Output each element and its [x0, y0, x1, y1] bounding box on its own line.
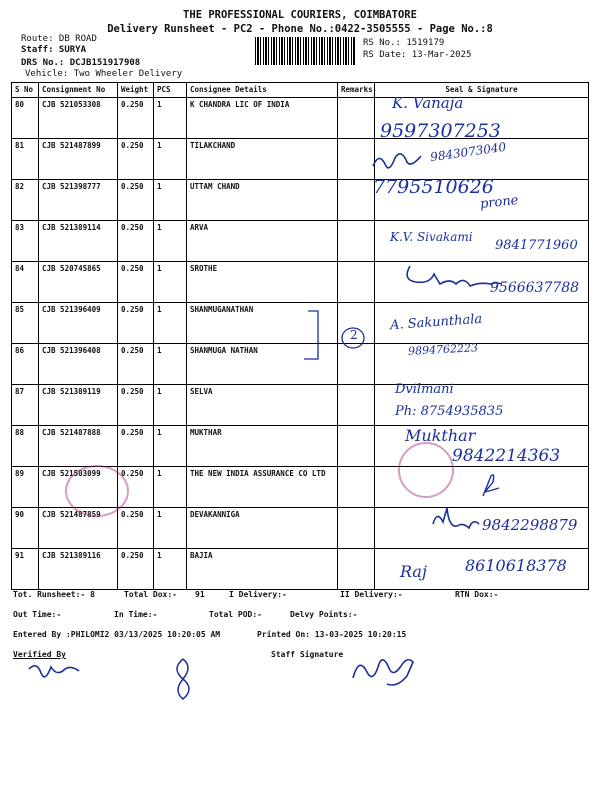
- cell-weight: 0.250: [118, 508, 154, 549]
- cell-weight: 0.250: [118, 139, 154, 180]
- table-row: [12, 98, 589, 139]
- verifier-signature: [25, 655, 85, 685]
- cell-pcs: 1: [154, 262, 187, 303]
- cell-pcs: 1: [154, 139, 187, 180]
- runsheet-subtitle: Delivery Runsheet - PC2 - Phone No.:0422-3505555 - Page No.:8: [107, 23, 493, 35]
- cell-consignee: SHANMUGANATHAN: [187, 303, 338, 344]
- handwritten-phone: 9842214363: [452, 446, 561, 466]
- verified-by-label: Verified By: [13, 650, 66, 659]
- cell-consignment: CJB 521487859: [39, 508, 118, 549]
- cell-signature: [375, 344, 589, 385]
- barcode: [255, 37, 355, 65]
- cell-remarks: [338, 98, 375, 139]
- cell-remarks: [338, 221, 375, 262]
- cell-remarks: [338, 508, 375, 549]
- cell-consignment: CJB 521503099: [39, 467, 118, 508]
- handwritten-phone: 9841771960: [495, 238, 578, 253]
- cell-consignee: UTTAM CHAND: [187, 180, 338, 221]
- cell-sno: 88: [12, 426, 39, 467]
- company-title: THE PROFESSIONAL COURIERS, COIMBATORE: [183, 9, 417, 21]
- cell-pcs: 1: [154, 426, 187, 467]
- cell-consignment: CJB 521389116: [39, 549, 118, 590]
- out-time-label: Out Time:-: [13, 610, 62, 619]
- handwritten-phone: 7795510626: [373, 176, 494, 198]
- cell-sno: 86: [12, 344, 39, 385]
- signature-scribble: [368, 148, 428, 178]
- cell-sno: 85: [12, 303, 39, 344]
- cell-sno: 84: [12, 262, 39, 303]
- remarks-count: 2: [350, 328, 358, 342]
- cell-consignee: MUKTHAR: [187, 426, 338, 467]
- cell-pcs: 1: [154, 549, 187, 590]
- handwritten-phone: 9843073040: [429, 139, 507, 165]
- cell-pcs: 1: [154, 180, 187, 221]
- cell-remarks: [338, 262, 375, 303]
- cell-consignment: CJB 521396408: [39, 344, 118, 385]
- signature-scribble: [425, 500, 485, 540]
- cell-sno: 91: [12, 549, 39, 590]
- cell-consignment: CJB 521389119: [39, 385, 118, 426]
- handwritten-phone: Ph: 8754935835: [395, 404, 504, 419]
- total-dox-value: 91: [195, 590, 205, 599]
- cell-remarks: [338, 385, 375, 426]
- cell-weight: 0.250: [118, 262, 154, 303]
- cell-consignee: THE NEW INDIA ASSURANCE CO LTD: [187, 467, 338, 508]
- cell-sno: 89: [12, 467, 39, 508]
- cell-sno: 87: [12, 385, 39, 426]
- rtn-dox-label: RTN Dox:-: [455, 590, 499, 599]
- handwritten-phone: 9597307253: [380, 120, 501, 142]
- delvy-points-label: Delvy Points:-: [290, 610, 358, 619]
- cell-remarks: [338, 467, 375, 508]
- cell-weight: 0.250: [118, 467, 154, 508]
- printed-on: Printed On: 13-03-2025 10:20:15: [257, 630, 407, 639]
- cell-weight: 0.250: [118, 221, 154, 262]
- cell-consignee: BAJIA: [187, 549, 338, 590]
- cell-consignee: SROTHE: [187, 262, 338, 303]
- ii-delivery-label: II Delivery:-: [340, 590, 403, 599]
- staff-signature-label: Staff Signature: [271, 650, 344, 659]
- entered-by: Entered By :PHILOMI2 03/13/2025 10:20:05 AM: [13, 630, 221, 639]
- cell-pcs: 1: [154, 385, 187, 426]
- col-header-consignee: Consignee Details: [187, 83, 338, 98]
- cell-consignee: SHANMUGA NATHAN: [187, 344, 338, 385]
- rs-number: RS No.: 1519179: [363, 38, 445, 48]
- staff-signature: [345, 648, 425, 696]
- signature-scribble: [475, 470, 505, 500]
- cell-weight: 0.250: [118, 303, 154, 344]
- cell-pcs: 1: [154, 467, 187, 508]
- company-stamp: [398, 442, 454, 498]
- handwritten-name: K.V. Sivakami: [390, 230, 473, 244]
- cell-consignment: CJB 521487888: [39, 426, 118, 467]
- total-dox-label: Total Dox:-: [124, 590, 177, 599]
- cell-pcs: 1: [154, 508, 187, 549]
- handwritten-name: A. Sakunthala: [389, 311, 483, 334]
- cell-consignment: CJB 521398777: [39, 180, 118, 221]
- cell-consignment: CJB 521396409: [39, 303, 118, 344]
- col-header-sno: S No: [12, 83, 39, 98]
- col-header-consignment: Consignment No: [39, 83, 118, 98]
- handwritten-name: Dvilmani: [395, 382, 454, 397]
- handwritten-phone: 9894762223: [407, 341, 479, 358]
- cell-consignee: SELVA: [187, 385, 338, 426]
- rs-date: RS Date: 13-Mar-2025: [363, 50, 472, 60]
- tot-runsheet: Tot. Runsheet:- 8: [13, 590, 95, 599]
- handwritten-name: K. Vanaja: [392, 94, 464, 112]
- cell-weight: 0.250: [118, 426, 154, 467]
- bracket-mark: [300, 305, 370, 367]
- route-label: Route: DB ROAD: [21, 34, 97, 44]
- col-header-signature: Seal & Signature: [375, 83, 589, 98]
- col-header-remarks: Remarks: [338, 83, 375, 98]
- handwritten-phone: 9566637788: [490, 280, 580, 296]
- cell-pcs: 1: [154, 221, 187, 262]
- cell-sno: 80: [12, 98, 39, 139]
- cell-consignment: CJB 520745865: [39, 262, 118, 303]
- staff-label: Staff: SURYA: [21, 45, 87, 55]
- cell-pcs: 1: [154, 344, 187, 385]
- vehicle-label: Vehicle: Two Wheeler Delivery: [25, 69, 183, 79]
- in-time-label: In Time:-: [114, 610, 158, 619]
- handwritten-name: Mukthar: [405, 426, 476, 445]
- cell-pcs: 1: [154, 98, 187, 139]
- cell-consignment: CJB 521487899: [39, 139, 118, 180]
- table-header-row: [12, 83, 589, 98]
- cell-weight: 0.250: [118, 385, 154, 426]
- cell-pcs: 1: [154, 303, 187, 344]
- cell-weight: 0.250: [118, 549, 154, 590]
- cell-sno: 83: [12, 221, 39, 262]
- cell-weight: 0.250: [118, 98, 154, 139]
- cell-consignee: DEVAKANNIGA: [187, 508, 338, 549]
- faded-stamp: [65, 465, 129, 517]
- cell-remarks: [338, 549, 375, 590]
- handwritten-note: prone: [479, 193, 520, 212]
- cell-sno: 82: [12, 180, 39, 221]
- handwritten-name: Raj: [400, 562, 427, 581]
- total-pod-label: Total POD:-: [209, 610, 262, 619]
- handwritten-phone: 8610618378: [465, 556, 567, 575]
- cell-consignee: TILAKCHAND: [187, 139, 338, 180]
- cell-remarks: [338, 426, 375, 467]
- initial-signature: [168, 655, 198, 703]
- col-header-pcs: PCS: [154, 83, 187, 98]
- cell-weight: 0.250: [118, 180, 154, 221]
- cell-consignment: CJB 521389114: [39, 221, 118, 262]
- cell-sno: 81: [12, 139, 39, 180]
- cell-consignee: K CHANDRA LIC OF INDIA: [187, 98, 338, 139]
- cell-weight: 0.250: [118, 344, 154, 385]
- handwritten-phone: 9842298879: [482, 516, 578, 534]
- cell-remarks: [338, 180, 375, 221]
- col-header-weight: Weight: [118, 83, 154, 98]
- cell-consignee: ARVA: [187, 221, 338, 262]
- cell-consignment: CJB 521053308: [39, 98, 118, 139]
- i-delivery-label: I Delivery:-: [229, 590, 287, 599]
- cell-sno: 90: [12, 508, 39, 549]
- drs-number: DRS No.: DCJB151917908: [21, 58, 141, 68]
